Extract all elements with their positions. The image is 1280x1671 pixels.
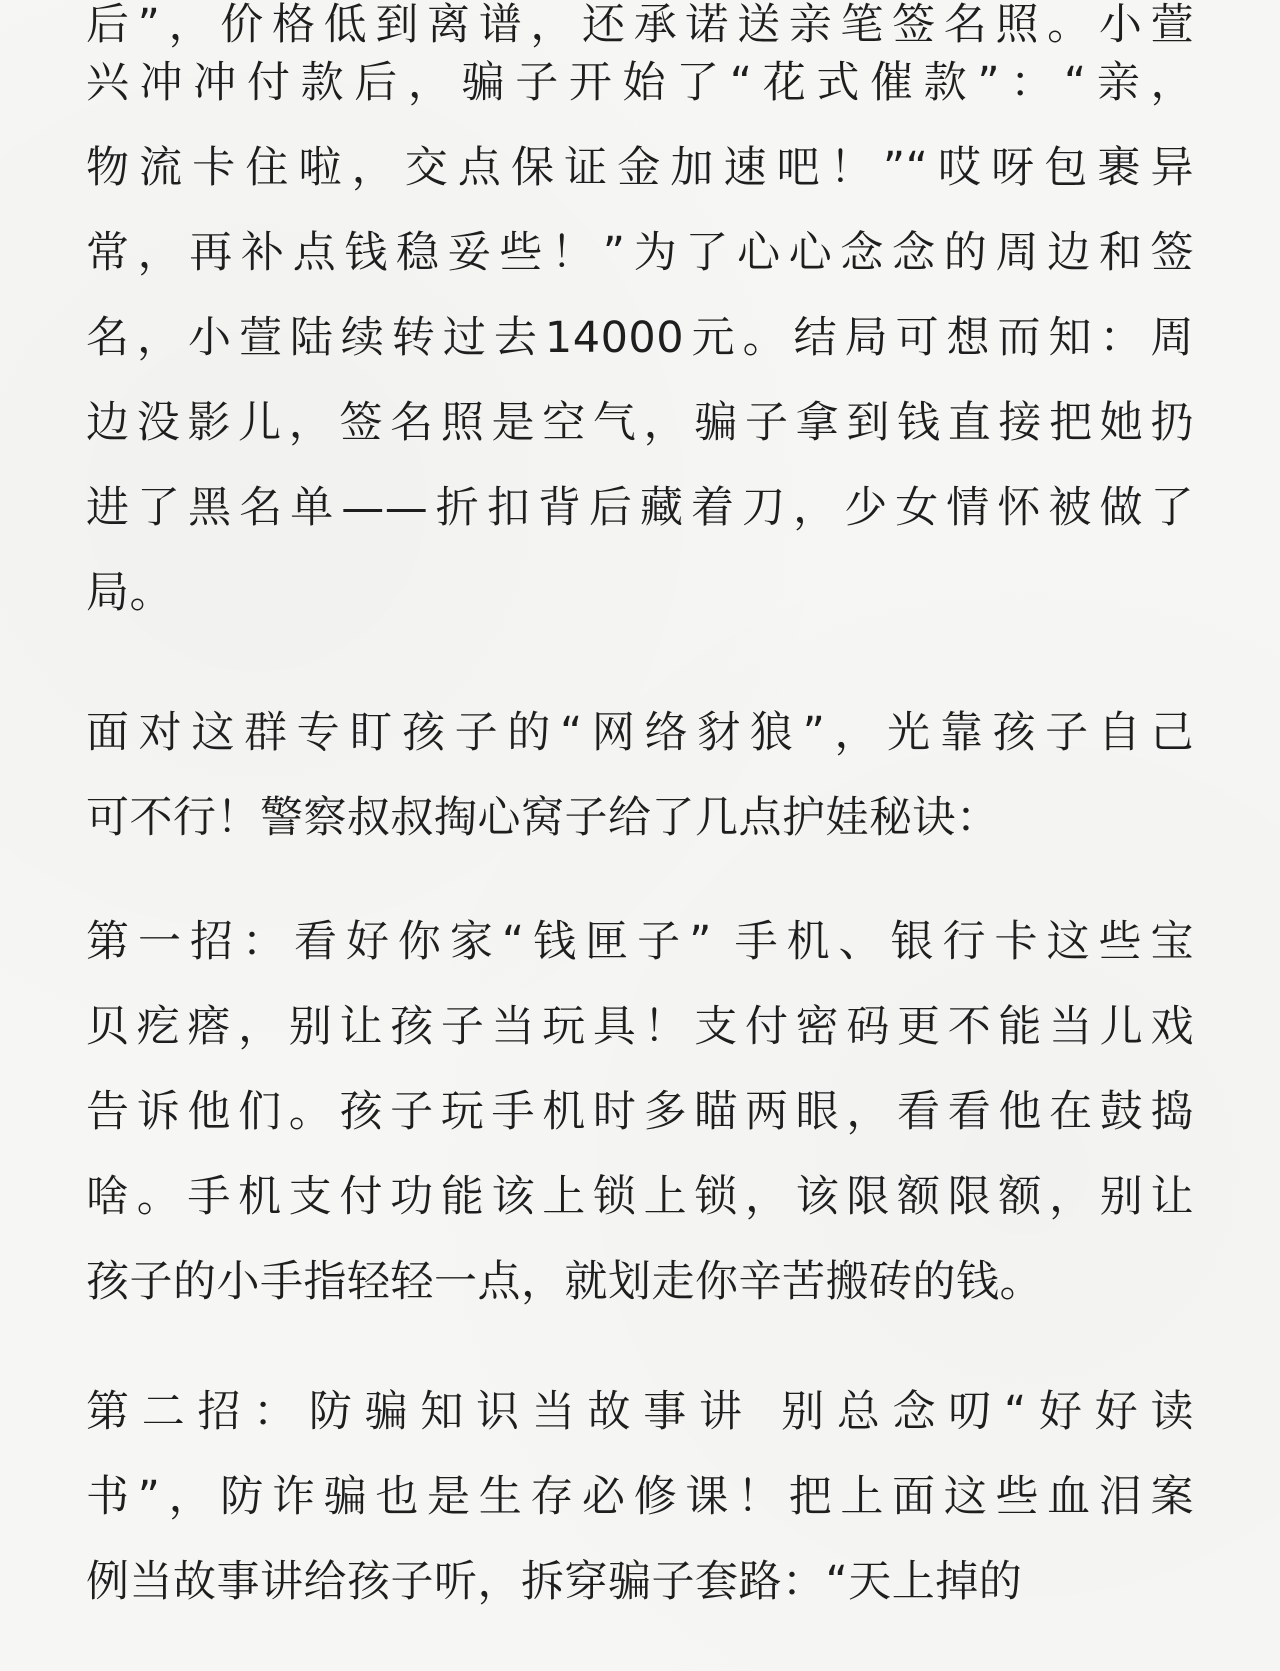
text-line: 第二招：防骗知识当故事讲 别总念叨“好好读 [86,1387,1194,1437]
text-line: 名，小萱陆续转过去14000元。结局可想而知：周 [86,313,1194,363]
text-line: 书”，防诈骗也是生存必修课！把上面这些血泪案 [86,1472,1194,1522]
text-line: 边没影儿，签名照是空气，骗子拿到钱直接把她扔 [86,398,1194,448]
text-line: 告诉他们。孩子玩手机时多瞄两眼，看看他在鼓捣 [86,1087,1194,1137]
text-line: 面对这群专盯孩子的“网络豺狼”，光靠孩子自己 [86,708,1194,758]
text-line: 局。 [86,568,173,618]
text-line: 第一招：看好你家“钱匣子” 手机、银行卡这些宝 [86,917,1194,967]
text-line: 孩子的小手指轻轻一点，就划走你辛苦搬砖的钱。 [86,1257,1043,1307]
text-line: 物流卡住啦，交点保证金加速吧！”“哎呀包裹异 [86,143,1194,193]
text-line: 例当故事讲给孩子听，拆穿骗子套路：“天上掉的 [86,1557,1023,1607]
text-line: 后”，价格低到离谱，还承诺送亲笔签名照。小萱 [86,0,1194,50]
text-line: 进了黑名单——折扣背后藏着刀，少女情怀被做了 [86,483,1194,533]
text-line: 贝疙瘩，别让孩子当玩具！支付密码更不能当儿戏 [86,1002,1194,1052]
text-line: 可不行！警察叔叔掏心窝子给了几点护娃秘诀： [86,793,1000,843]
text-line: 常，再补点钱稳妥些！”为了心心念念的周边和签 [86,228,1194,278]
text-line: 啥。手机支付功能该上锁上锁，该限额限额，别让 [86,1172,1194,1222]
text-line: 兴冲冲付款后，骗子开始了“花式催款”：“亲， [86,58,1194,108]
